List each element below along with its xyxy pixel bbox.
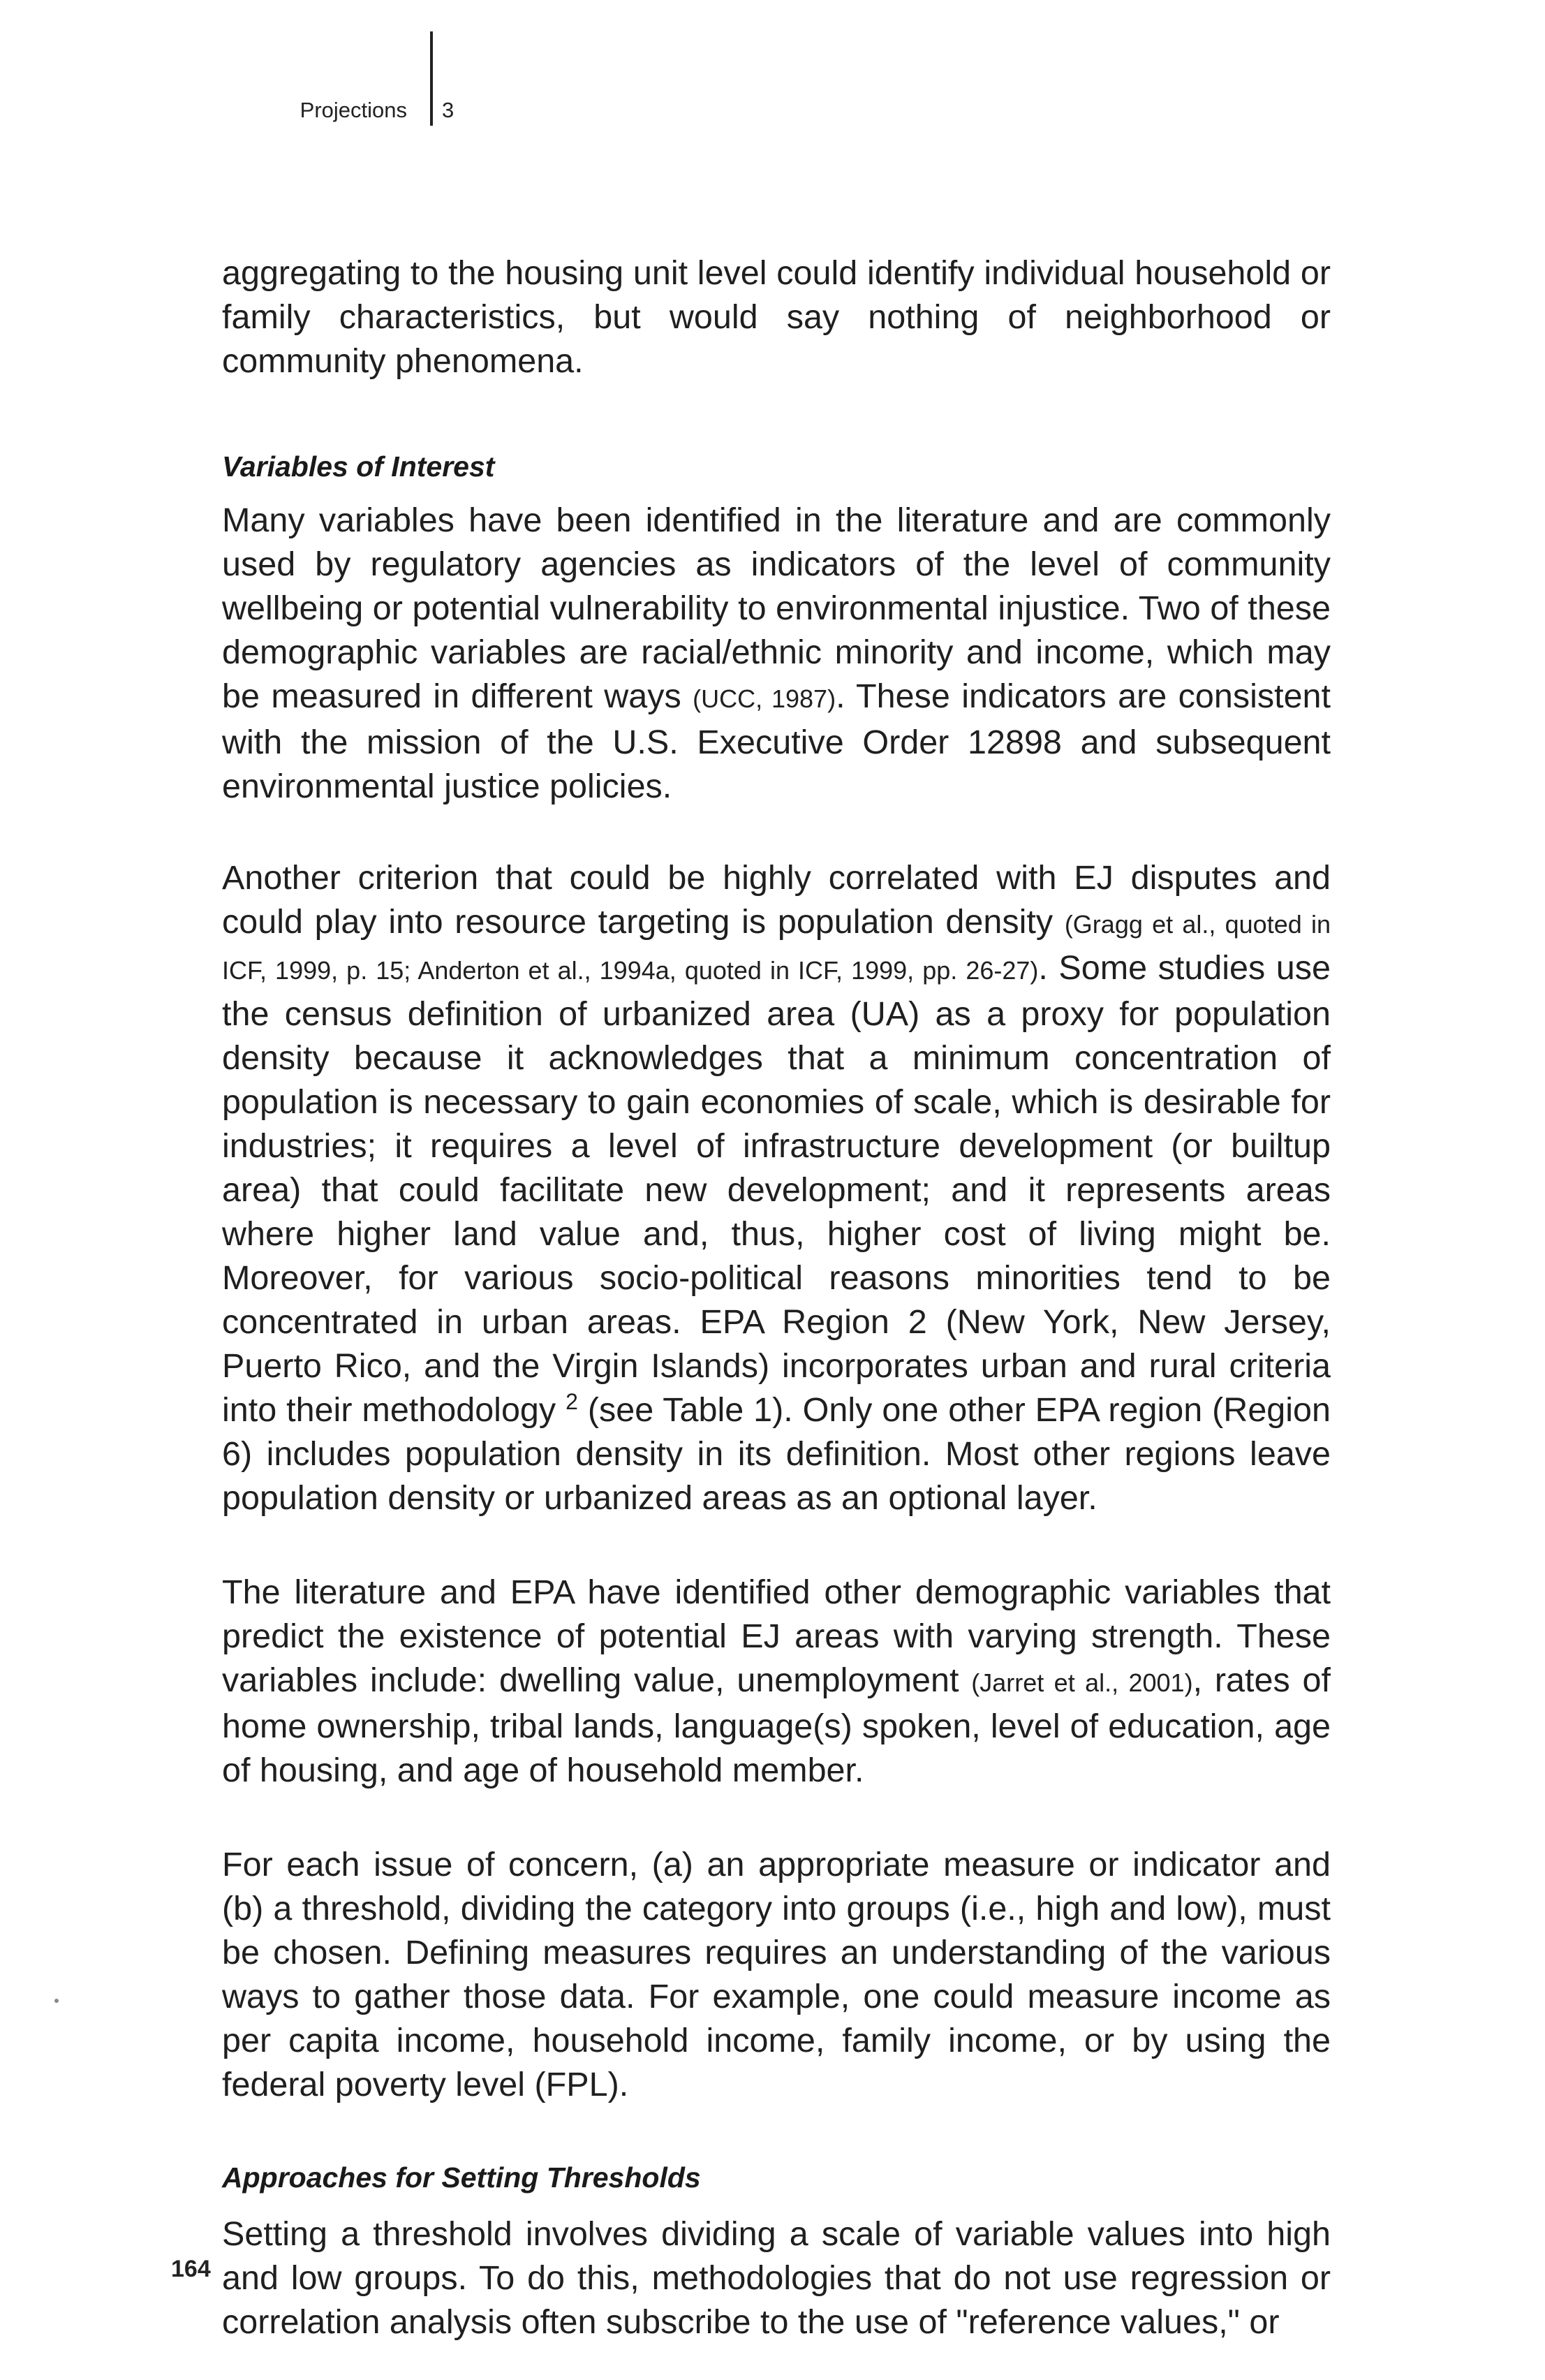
section-heading-approaches-for-setting-thresholds: Approaches for Setting Thresholds [222,2161,701,2194]
paragraph-text: . These indicators are consistent with the mission of the U.S. Executive Order 12898 and subsequent environmental justice policies. [222,677,1331,805]
paragraph-text: , rates of home ownership, tribal lands, language(s) spoken, level of education, age of housing, and age of household member. [222,1661,1331,1789]
page-number: 164 [171,2256,211,2282]
paragraph-variables [222,499,1331,809]
chapter-number: 3 [442,98,454,122]
paragraph-other-variables [222,1571,1331,1793]
running-title: Projections [300,98,407,122]
paragraph-measures: For each issue of concern, (a) an appropriate measure or indicator and (b) a threshold, dividing the category into groups (i.e., high and low), must be chosen. Defining measures requires an understanding of the various ways to gather those data. For example, one could measure income as per capita income, household income, family income, or by using the federal poverty level (FPL). [222,1846,1331,2103]
citation: (UCC, 1987) [693,684,836,713]
scan-speck [54,1999,59,2003]
section-heading-variables-of-interest: Variables of Interest [222,450,495,483]
header-divider [430,31,433,126]
paragraph-text: The literature and EPA have identified other demographic variables that predict the existence of potential EJ areas with varying strength. These variables include: dwelling value, unemployment [222,1573,1331,1699]
paragraph-text: Many variables have been identified in the literature and are commonly used by regulatory agencies as indicators of the level of community wellbeing or potential vulnerability to environmental injustice. Two of these demographic variables are racial/ethnic minority and income, which may be measured in different ways [222,501,1331,715]
running-header [0,91,1545,133]
paragraph-continuation: aggregating to the housing unit level could identify individual household or family characteristics, but would say nothing of neighborhood or community phenomena. [222,254,1331,380]
footnote-marker: 2 [565,1388,578,1414]
body-text [222,251,1331,2344]
paragraph-thresholds: Setting a threshold involves dividing a scale of variable values into high and low groups. To do this, methodologies that do not use regression or correlation analysis often subscribe to the use of "reference values," or [222,2215,1331,2341]
paragraph-text: (see Table 1). Only one other EPA region (Region 6) includes population density in its definition. Most other regions leave population density or urbanized areas as an optional layer. [222,1391,1331,1517]
paragraph-text: . Some studies use the census definition of urbanized area (UA) as a proxy for population density because it acknowledges that a minimum concentration of population is necessary to gain economies of scale, which is desirable for industries; it requires a level of infrastructure development (or builtup area) that could facilitate new development; and it represents areas where higher land value and, thus, higher cost of living might be. Moreover, for various socio-political reasons minorities tend to be concentrated in urban areas. EPA Region 2 (New York, New Jersey, Puerto Rico, and the Virgin Islands) incorporates urban and rural criteria into their methodology [222,949,1331,1429]
citation: (Jarret et al., 2001) [971,1668,1193,1697]
paragraph-text: Another criterion that could be highly correlated with EJ disputes and could play into resource targeting is population density [222,859,1331,941]
citation: (Gragg et al., quoted in ICF, 1999, p. 15; Anderton et al., 1994a, quoted in ICF, 1999, pp. 26-27) [222,910,1331,985]
paragraph-population-density [222,856,1331,1520]
